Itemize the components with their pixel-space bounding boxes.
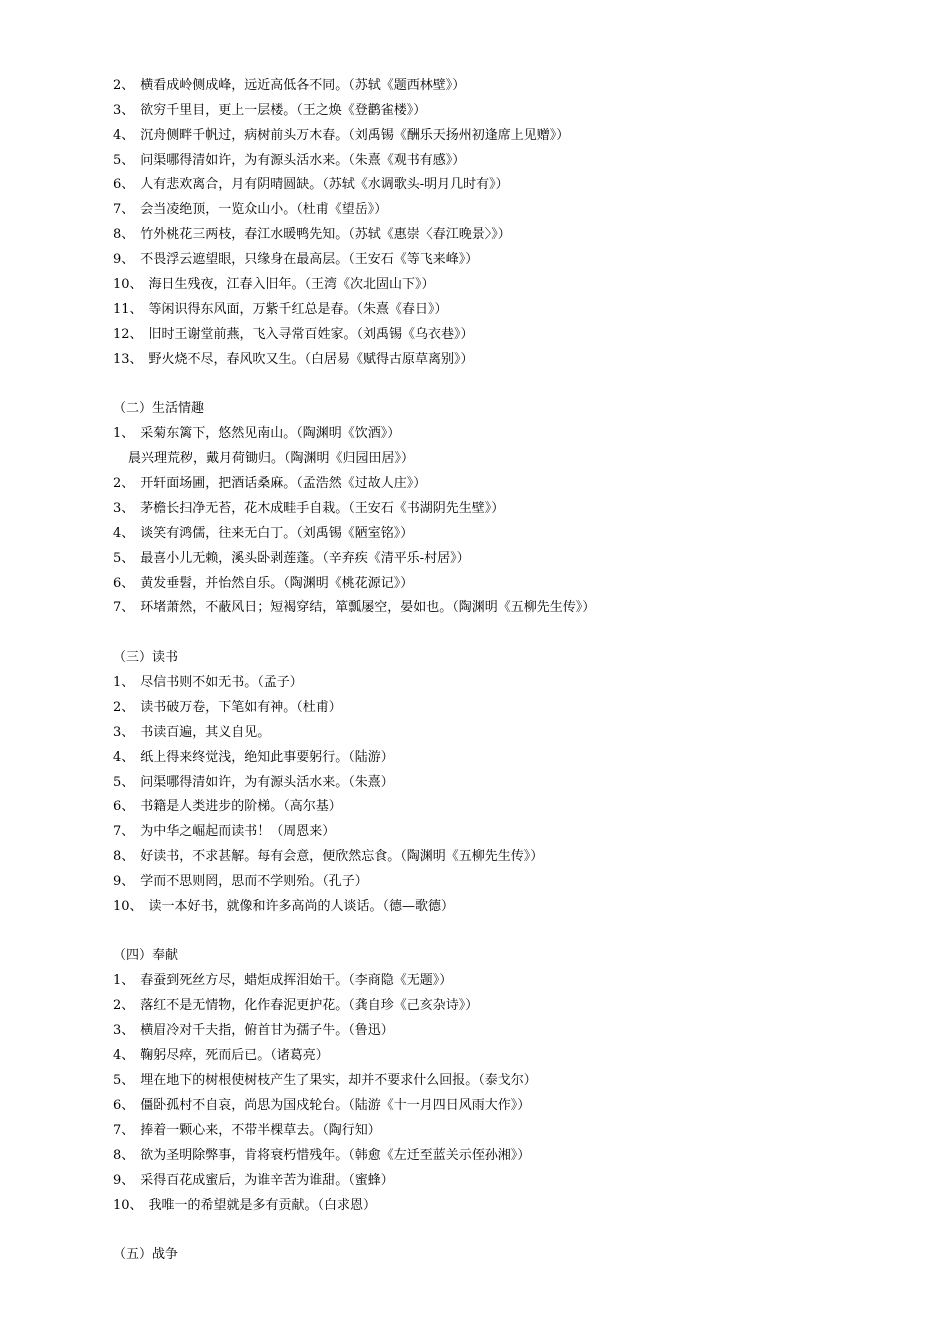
item-number: 7、 [113, 202, 135, 217]
list-item [113, 275, 435, 295]
item-number: 12、 [113, 327, 143, 342]
list-item [113, 1121, 381, 1141]
list-item [113, 1096, 530, 1116]
item-number: 7、 [113, 600, 135, 615]
item-text: 等闲识得东风面，万紫千红总是春。（朱熹《春日》） [148, 302, 448, 317]
item-number: 2、 [113, 476, 135, 491]
item-number: 8、 [113, 849, 135, 864]
list-item [113, 1071, 537, 1091]
item-number: 2、 [113, 700, 135, 715]
item-text: 野火烧不尽，春风吹又生。（白居易《赋得古原草离别》） [148, 352, 474, 367]
item-number: 9、 [113, 874, 135, 889]
item-number: 10、 [113, 899, 143, 914]
item-number: 11、 [113, 302, 143, 317]
item-number: 1、 [113, 426, 135, 441]
item-text: 尽信书则不如无书。（孟子） [140, 675, 303, 690]
list-item [113, 673, 303, 693]
list-item [128, 449, 414, 469]
list-item [113, 1171, 394, 1191]
item-text: 旧时王谢堂前燕，飞入寻常百姓家。（刘禹锡《乌衣巷》） [148, 327, 474, 342]
list-item [113, 723, 270, 743]
item-text: 海日生残夜，江春入旧年。（王湾《次北固山下》） [148, 277, 435, 292]
item-number: 3、 [113, 725, 135, 740]
item-number: 5、 [113, 775, 135, 790]
item-number: 7、 [113, 824, 135, 839]
item-text: 茅檐长扫净无苔，花木成畦手自栽。（王安石《书湖阴先生壁》） [140, 501, 505, 516]
list-item [113, 101, 426, 121]
item-number: 4、 [113, 750, 135, 765]
list-item [113, 225, 511, 245]
item-text: 鞠躬尽瘁，死而后已。（诸葛亮） [140, 1048, 329, 1063]
item-text: 采菊东篱下，悠然见南山。（陶渊明《饮酒》） [140, 426, 401, 441]
item-number: 7、 [113, 1123, 135, 1138]
item-number: 2、 [113, 998, 135, 1013]
item-number: 5、 [113, 1073, 135, 1088]
item-number: 1、 [113, 675, 135, 690]
item-number: 9、 [113, 252, 135, 267]
item-text: 我唯一的希望就是多有贡献。（白求恩） [148, 1198, 377, 1213]
item-number: 10、 [113, 277, 143, 292]
section-heading: （二）生活情趣 [113, 401, 205, 416]
list-item [113, 847, 543, 867]
item-text: 沉舟侧畔千帆过，病树前头万木春。（刘禹锡《酬乐天扬州初逢席上见赠》） [140, 128, 570, 143]
item-text: 人有悲欢离合，月有阴晴圆缺。（苏轼《水调歌头-明月几时有》） [140, 177, 509, 192]
item-number: 8、 [113, 1148, 135, 1163]
list-item [113, 1196, 376, 1216]
list-item [113, 1146, 530, 1166]
list-item [113, 499, 504, 519]
list-item [113, 175, 509, 195]
item-text: 问渠哪得清如许，为有源头活水来。（朱熹） [140, 775, 394, 790]
list-item [113, 200, 387, 220]
item-text: 问渠哪得清如许，为有源头活水来。（朱熹《观书有感》） [140, 153, 466, 168]
list-item [113, 897, 454, 917]
item-number: 6、 [113, 177, 135, 192]
list-item [113, 424, 400, 444]
item-number: 6、 [113, 576, 135, 591]
list-item [113, 300, 448, 320]
list-item [113, 76, 465, 96]
item-number: 4、 [113, 526, 135, 541]
list-item [113, 549, 470, 569]
list-item [113, 872, 368, 892]
item-number: 6、 [113, 1098, 135, 1113]
item-number: 3、 [113, 501, 135, 516]
section-heading: （四）奉献 [113, 948, 179, 963]
item-text: 横看成岭侧成峰，远近高低各不同。（苏轼《题西林壁》） [140, 78, 466, 93]
item-number: 4、 [113, 1048, 135, 1063]
item-text: 采得百花成蜜后，为谁辛苦为谁甜。（蜜蜂） [140, 1173, 394, 1188]
item-number: 10、 [113, 1198, 143, 1213]
section-heading: （五）战争 [113, 1247, 179, 1262]
item-number: 13、 [113, 352, 143, 367]
list-item [113, 1046, 329, 1066]
item-text: 落红不是无情物，化作春泥更护花。（龚自珍《己亥杂诗》） [140, 998, 479, 1013]
item-text: 读书破万卷，下笔如有神。（杜甫） [140, 700, 342, 715]
list-item [113, 574, 413, 594]
item-text: 好读书，不求甚解。每有会意，便欣然忘食。（陶渊明《五柳先生传》） [140, 849, 544, 864]
item-text: 欲穷千里目，更上一层楼。（王之焕《登鹳雀楼》） [140, 103, 427, 118]
item-number: 9、 [113, 1173, 135, 1188]
item-text: 最喜小儿无赖，溪头卧剥莲蓬。（辛弃疾《清平乐-村居》） [140, 551, 470, 566]
item-text: 欲为圣明除弊事，肯将衰朽惜残年。（韩愈《左迁至蓝关示侄孙湘》） [140, 1148, 531, 1163]
list-item [113, 474, 426, 494]
item-number: 6、 [113, 799, 135, 814]
list-item [113, 996, 478, 1016]
list-item [113, 598, 595, 618]
list-item [113, 126, 569, 146]
list-item [113, 524, 413, 544]
item-number: 5、 [113, 551, 135, 566]
item-number: 5、 [113, 153, 135, 168]
item-text: 学而不思则罔，思而不学则殆。（孔子） [140, 874, 368, 889]
item-text: 为中华之崛起而读书！（周恩来） [140, 824, 336, 839]
list-item [113, 748, 394, 768]
item-text: 横眉冷对千夫指，俯首甘为孺子牛。（鲁迅） [140, 1023, 394, 1038]
item-text: 纸上得来终觉浅，绝知此事要躬行。（陆游） [140, 750, 394, 765]
item-text: 会当凌绝顶，一览众山小。（杜甫《望岳》） [140, 202, 388, 217]
item-number: 3、 [113, 103, 135, 118]
item-text: 竹外桃花三两枝，春江水暖鸭先知。（苏轼《惠崇〈春江晚景〉》） [140, 227, 511, 242]
item-number: 4、 [113, 128, 135, 143]
list-item [113, 151, 465, 171]
list-item [113, 797, 342, 817]
item-text: 读一本好书，就像和许多高尚的人谈话。（德—歌德） [148, 899, 455, 914]
list-item [113, 773, 394, 793]
item-text: 书籍是人类进步的阶梯。（高尔基） [140, 799, 342, 814]
item-text: 开轩面场圃，把酒话桑麻。（孟浩然《过故人庄》） [140, 476, 427, 491]
item-text: 环堵萧然，不蔽风日；短褐穿结，箪瓢屡空，晏如也。（陶渊明《五柳先生传》） [140, 600, 596, 615]
item-text: 书读百遍，其义自见。 [140, 725, 271, 740]
item-text: 埋在地下的树根使树枝产生了果实，却并不要求什么回报。（泰戈尔） [140, 1073, 537, 1088]
item-number: 2、 [113, 78, 135, 93]
item-text: 春蚕到死丝方尽，蜡炬成挥泪始干。（李商隐《无题》） [140, 973, 453, 988]
item-text: 晨兴理荒秽，戴月荷锄归。（陶渊明《归园田居》） [128, 451, 415, 466]
item-text: 谈笑有鸿儒，往来无白丁。（刘禹锡《陋室铭》） [140, 526, 414, 541]
item-text: 不畏浮云遮望眼，只缘身在最高层。（王安石《等飞来峰》） [140, 252, 479, 267]
list-item [113, 971, 452, 991]
item-text: 黄发垂髫，并怡然自乐。（陶渊明《桃花源记》） [140, 576, 414, 591]
item-number: 8、 [113, 227, 135, 242]
item-number: 1、 [113, 973, 135, 988]
item-text: 捧着一颗心来，不带半棵草去。（陶行知） [140, 1123, 381, 1138]
list-item [113, 1021, 394, 1041]
list-item [113, 250, 478, 270]
item-text: 僵卧孤村不自哀，尚思为国戍轮台。（陆游《十一月四日风雨大作》） [140, 1098, 531, 1113]
list-item [113, 698, 342, 718]
item-number: 3、 [113, 1023, 135, 1038]
list-item [113, 822, 335, 842]
list-item [113, 350, 474, 370]
list-item [113, 325, 474, 345]
section-heading: （三）读书 [113, 650, 179, 665]
